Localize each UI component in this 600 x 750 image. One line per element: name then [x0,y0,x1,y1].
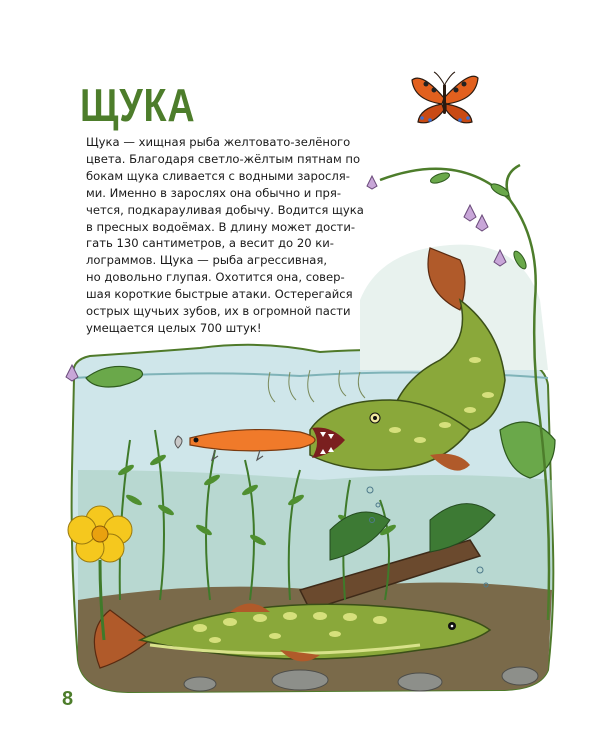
article-line: лограммов. Щука — рыба агрессивная, [86,253,328,268]
article-line: цвета. Благодаря светло-жёлтым пятнам по [86,151,361,166]
article-line: чется, подкарауливая добычу. Водится щука [86,202,364,217]
article-line: Щука — хищная рыба желтовато-зелёного [86,135,351,149]
page-number: 8 [62,688,74,710]
article-line: острых щучьих зубов, их в огромной пасти [86,304,351,319]
article-line: ми. Именно в зарослях она обычно и пря- [86,185,342,200]
article-line: в пресных водоёмах. В длину может дости- [86,219,356,234]
article-line: шая короткие быстрые атаки. Остерегайся [86,287,353,302]
article-line: но довольно глупая. Охотится она, совер- [86,270,345,285]
article-line: умещается целых 700 штук! [86,320,262,335]
butterfly-icon [412,72,478,123]
deep-water [78,470,552,600]
article-line: гать 130 сантиметров, а весит до 20 ки- [86,236,334,251]
page-title: ЩУКА [80,79,196,131]
article-line: бокам щука сливается с водными заросля- [86,168,350,183]
